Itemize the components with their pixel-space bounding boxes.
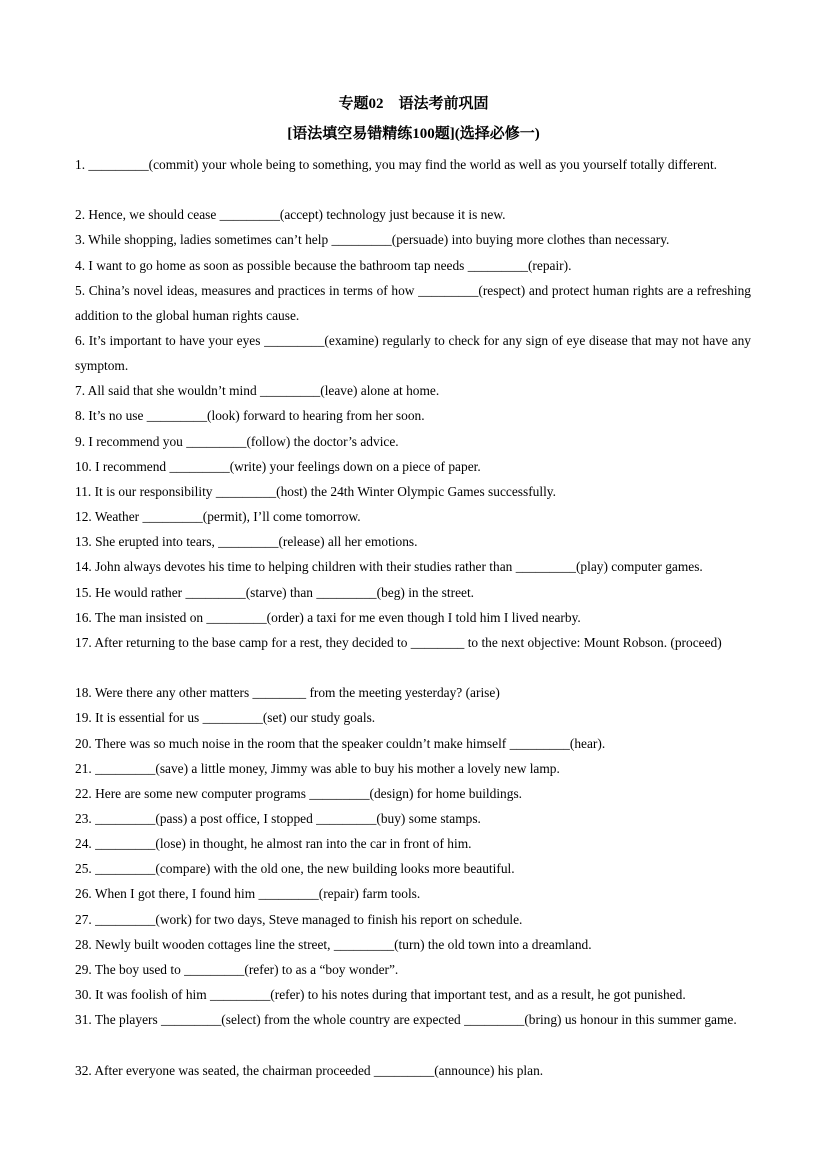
question-number: 15. — [75, 585, 92, 600]
question-item — [75, 630, 751, 655]
question-item — [75, 580, 751, 605]
question-number: 31. — [75, 1012, 92, 1027]
question-item — [75, 227, 751, 252]
question-number: 26. — [75, 886, 92, 901]
question-item — [75, 680, 751, 705]
question-number: 27. — [75, 912, 92, 927]
question-item — [75, 202, 751, 227]
question-number: 23. — [75, 811, 92, 826]
question-item — [75, 806, 751, 831]
question-text: The man insisted on _________(order) a taxi for me even though I told him I lived nearby. — [91, 610, 581, 625]
question-item — [75, 705, 751, 730]
question-item — [75, 957, 751, 982]
question-number: 18. — [75, 685, 92, 700]
question-text: The boy used to _________(refer) to as a “boy wonder”. — [91, 962, 399, 977]
question-item — [75, 907, 751, 932]
question-text: Were there any other matters ________ from the meeting yesterday? (arise) — [91, 685, 500, 700]
question-item — [75, 982, 751, 1007]
question-text: It was foolish of him _________(refer) to his notes during that important test, and as a result, he got punished. — [91, 987, 686, 1002]
question-text: While shopping, ladies sometimes can’t help _________(persuade) into buying more clothes than necessary. — [85, 232, 670, 247]
question-item — [75, 253, 751, 278]
question-text: After returning to the base camp for a rest, they decided to ________ to the next objective: Mount Robson. (proceed) — [91, 635, 722, 650]
question-text: It is our responsibility _________(host) the 24th Winter Olympic Games successfully. — [91, 484, 556, 499]
question-item — [75, 1007, 751, 1032]
question-item — [75, 529, 751, 554]
question-number: 13. — [75, 534, 92, 549]
question-text: There was so much noise in the room that the speaker couldn’t make himself _________(hear). — [91, 736, 606, 751]
question-number: 21. — [75, 761, 92, 776]
question-item — [75, 781, 751, 806]
question-number: 1. — [75, 157, 86, 172]
question-number: 29. — [75, 962, 92, 977]
question-item — [75, 328, 751, 378]
question-text: _________(lose) in thought, he almost ran into the car in front of him. — [91, 836, 472, 851]
question-item — [75, 932, 751, 957]
question-number: 20. — [75, 736, 92, 751]
question-number: 17. — [75, 635, 92, 650]
question-text: When I got there, I found him _________(repair) farm tools. — [91, 886, 421, 901]
question-number: 2. — [75, 207, 86, 222]
question-text: Weather _________(permit), I’ll come tomorrow. — [91, 509, 361, 524]
question-text: I want to go home as soon as possible because the bathroom tap needs _________(repair). — [85, 258, 572, 273]
question-number: 5. — [75, 283, 86, 298]
question-item — [75, 731, 751, 756]
question-text: _________(work) for two days, Steve managed to finish his report on schedule. — [91, 912, 523, 927]
question-text: I recommend _________(write) your feelings down on a piece of paper. — [91, 459, 481, 474]
question-text: John always devotes his time to helping children with their studies rather than _________(play) computer games. — [91, 559, 703, 574]
page-subtitle: [语法填空易错精练100题](选择必修一) — [287, 126, 540, 142]
question-number: 7. — [75, 383, 86, 398]
question-number: 16. — [75, 610, 92, 625]
question-item — [75, 756, 751, 781]
question-number: 12. — [75, 509, 92, 524]
question-item — [75, 454, 751, 479]
question-number: 19. — [75, 710, 92, 725]
question-item — [75, 403, 751, 428]
question-number: 3. — [75, 232, 86, 247]
question-number: 8. — [75, 408, 86, 423]
question-text: China’s novel ideas, measures and practices in terms of how _________(respect) and protect human rights are a refreshing addition to the global human rights cause. — [75, 283, 751, 323]
question-item — [75, 831, 751, 856]
question-text: She erupted into tears, _________(release) all her emotions. — [91, 534, 418, 549]
question-number: 24. — [75, 836, 92, 851]
question-text: All said that she wouldn’t mind _________(leave) alone at home. — [85, 383, 440, 398]
question-item — [75, 881, 751, 906]
question-text: It’s important to have your eyes _________(examine) regularly to check for any sign of eye disease that may not have any symptom. — [75, 333, 751, 373]
question-number: 6. — [75, 333, 86, 348]
question-text: Here are some new computer programs _________(design) for home buildings. — [91, 786, 523, 801]
question-number: 4. — [75, 258, 86, 273]
question-text: He would rather _________(starve) than _________(beg) in the street. — [91, 585, 475, 600]
question-text: It is essential for us _________(set) our study goals. — [91, 710, 376, 725]
question-text: It’s no use _________(look) forward to hearing from her soon. — [85, 408, 425, 423]
question-number: 30. — [75, 987, 92, 1002]
question-number: 25. — [75, 861, 92, 876]
question-item — [75, 1058, 751, 1083]
question-text: After everyone was seated, the chairman proceeded _________(announce) his plan. — [91, 1063, 544, 1078]
question-text: Hence, we should cease _________(accept) technology just because it is new. — [85, 207, 506, 222]
question-number: 22. — [75, 786, 92, 801]
question-number: 32. — [75, 1063, 92, 1078]
question-item — [75, 278, 751, 328]
question-text: I recommend you _________(follow) the doctor’s advice. — [85, 434, 399, 449]
question-item — [75, 856, 751, 881]
question-item — [75, 479, 751, 504]
question-number: 14. — [75, 559, 92, 574]
question-text: The players _________(select) from the whole country are expected _________(bring) us honour in this summer game. — [91, 1012, 737, 1027]
question-item — [75, 152, 751, 177]
question-item — [75, 504, 751, 529]
question-number: 9. — [75, 434, 86, 449]
question-text: _________(compare) with the old one, the new building looks more beautiful. — [91, 861, 515, 876]
question-item — [75, 429, 751, 454]
question-number: 28. — [75, 937, 92, 952]
question-text: _________(commit) your whole being to something, you may find the world as well as you yourself totally different. — [85, 157, 718, 172]
page-title: 专题02 语法考前巩固 — [338, 96, 489, 112]
question-number: 10. — [75, 459, 92, 474]
question-item — [75, 605, 751, 630]
question-text: _________(save) a little money, Jimmy was able to buy his mother a lovely new lamp. — [91, 761, 560, 776]
question-number: 11. — [75, 484, 92, 499]
question-item — [75, 554, 751, 579]
question-text: _________(pass) a post office, I stopped _________(buy) some stamps. — [91, 811, 481, 826]
question-item — [75, 378, 751, 403]
question-text: Newly built wooden cottages line the street, _________(turn) the old town into a dreamland. — [91, 937, 592, 952]
